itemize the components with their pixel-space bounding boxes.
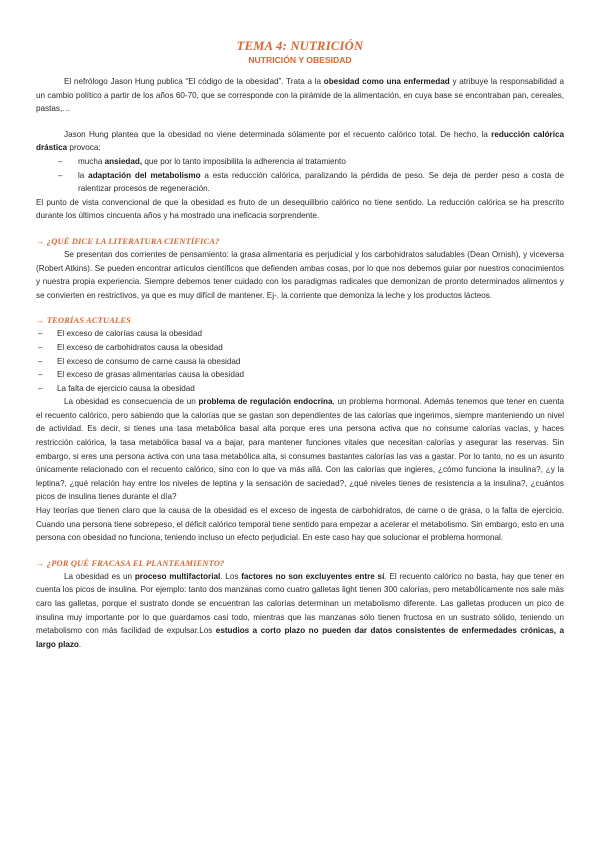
page-title: TEMA 4: NUTRICIÓN: [236, 39, 364, 53]
text-run: y atribuye la responsabilidad a un cambio político a partir de los años 60-70, que se corresponde con la pirámide de la alimentación, en cuya base se encontraban pan, cereales, pastas,…: [36, 77, 565, 114]
bold-text: proceso multifactorial: [134, 571, 221, 581]
text-run: La obesidad es un: [64, 571, 135, 581]
section-literature-text: Se presentan dos corrientes de pensamiento: la grasa alimentaria es perjudicial y los carbohidratos saludables (Dean Ornish), y viceversa (Robert Atkins). Se pueden encontrar artículos científicos que defienden ambas cosas, por lo que nos debemos guiar por nuestros conocimientos y nuestra propia experiencia. Siempre debemos tener cuidado con los paradigmas radicales que demonizan de pronto determinados alimentos y se convierten en restrictivos, ya que es muy difícil de mantener. Ej-. la corriente que demoniza la leche y los productos lácteos.: [36, 249, 564, 300]
text-run: . Los: [220, 571, 242, 581]
bold-text: ansiedad,: [104, 156, 143, 166]
bold-text: reducción calórica drástica: [36, 129, 564, 153]
text-run: . El recuento calórico no basta, hay que tener en cuenta los picos de insulina. Por ejemplo: tanto dos manzanas como cuatro galletas light tienen 300 calorías, pero metabólicamente nos sale más caro las galletas, porque el sustrato donde se encuentran las calorías determinan un metabolismo diferente. Las galletas producen un pico de insulina muy importante por lo que guardamos casi todo, mientras que las manzanas sólo tienen fructosa en un sustrato sólido, teniendo un metabolismo con más facilidad de expulsar.Los: [36, 571, 564, 636]
text-run: a esta reducción calórica, paralizando la pérdida de peso. Se deja de perder peso a costa de ralentizar procesos de regeneración.: [78, 170, 564, 194]
intro-list: [36, 155, 564, 196]
section-heading-literature: → ¿QUÉ DICE LA LITERATURA CIENTÍFICA?: [36, 236, 220, 246]
text-run: Jason Hung plantea que la obesidad no viene determinada sólamente por el recuento calórico total. De hecho, la: [64, 129, 492, 139]
list-item: [36, 155, 564, 169]
text-run: provoca:: [67, 143, 101, 153]
bold-text: estudios a corto plazo no pueden dar datos consistentes de enfermedades crónicas, a largo plazo: [36, 626, 564, 649]
list-item: – La falta de ejercicio causa la obesidad: [36, 382, 564, 396]
intro-paragraph-1: [36, 75, 564, 116]
text-run: .: [78, 639, 82, 649]
intro-paragraph-3: El punto de vista convencional de que la obesidad es fruto de un desequilibrio calórico no tiene sentido. La reducción calórica se ha prescrito durante los últimos cincuenta años y ha mostrado una ineficacia sorprendente.: [36, 197, 564, 221]
page-subtitle: NUTRICIÓN Y OBESIDAD: [248, 55, 352, 65]
section-heading-theories: → TEORÍAS ACTUALES: [36, 316, 131, 326]
bold-text: problema de regulación endocrina: [198, 397, 333, 407]
list-item: – El exceso de grasas alimentarias causa la obesidad: [36, 368, 564, 382]
bold-text: obesidad como una enfermedad: [323, 77, 450, 86]
list-item: – El exceso de carbohidratos causa la obesidad: [36, 341, 564, 355]
text-run: la: [78, 170, 89, 180]
text-run: El nefrólogo Jason Hung publica “El código de la obesidad”. Trata a la: [64, 77, 324, 86]
bold-text: adaptación del metabolismo: [88, 170, 201, 180]
bold-text: factores no son excluyentes entre sí: [241, 571, 385, 581]
list-item: – El exceso de calorías causa la obesidad: [36, 327, 564, 341]
intro-paragraph-2: [36, 128, 564, 155]
text-run: La obesidad es consecuencia de un: [64, 397, 199, 407]
failure-paragraph: [36, 570, 564, 652]
theories-paragraph-2: Hay teorías que tienen claro que la causa de la obesidad es el exceso de ingesta de carbohidratos, de carne o de grasa, o la falta de ejercicio. Cuando una persona tiene sobrepeso, el déficit calórico temporal tiene sentido para empezar a acelerar el metabolismo. Sin embargo, esto en una persona con obesidad no funciona, teniendo incluso un efecto perjudicial. En este caso hay que solucionar el problema hormonal.: [36, 506, 564, 543]
list-item: [36, 169, 564, 196]
text-run: , un problema hormonal. Además tenemos que tener en cuenta el recuento calórico, pero sabiendo que la calorías que se gastan son dependientes de las calorías que ingerimos, siempre manteniendo un nivel de actividad. Es decir, si tienes una tasa metabólica basal alta porque eres una persona activa que no consume calorías vacías, y haces restricción calórica, la tasa metabólica basal va a bajar, para mantener funciones vitales que necesitan calorías y asegurar las reservas. Sin embargo, si eres una persona activa con una tasa metabólica alta, si consumes bastantes calorías las vas a gastar. Por lo tanto, no es un asunto únicamente relacionado con el recuento calórico, sino con lo que va más allá. Con las calorías que ingieres, ¿cómo funciona la insulina?, ¿y la leptina?, ¿qué relación hay entre los niveles de leptina y la sensación de saciedad?, ¿qué niveles tienes de resistencia a la insulina?, ¿cuántos picos de insulina tienes durante el día?: [36, 397, 564, 502]
theories-paragraph-1: [36, 395, 564, 504]
list-item: – El exceso de consumo de carne causa la obesidad: [36, 355, 564, 369]
section-heading-failure: → ¿POR QUÉ FRACASA EL PLANTEAMIENTO?: [36, 558, 225, 568]
text-run: que por lo tanto imposibilita la adherencia al tratamiento: [142, 156, 346, 166]
theories-list: [36, 327, 564, 395]
text-run: mucha: [78, 156, 105, 166]
